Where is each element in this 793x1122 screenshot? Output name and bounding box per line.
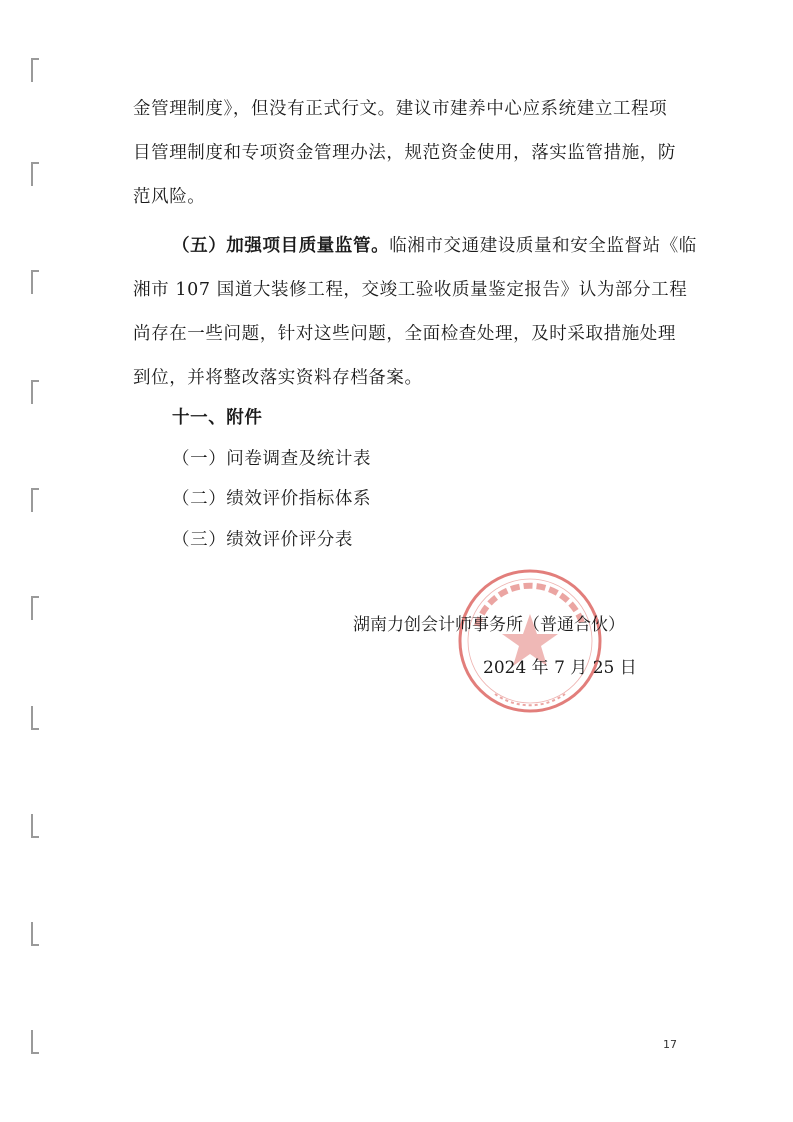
binding-mark [31,270,39,294]
body-text-line: 金管理制度》，但没有正式行文。建议市建养中心应系统建立工程项 [133,99,668,119]
binding-mark [31,58,39,82]
body-text-line [172,233,697,259]
binding-mark [31,596,39,620]
section-heading: 十一、附件 [172,408,263,428]
page-number: 17 [663,1038,677,1051]
binding-mark [31,706,39,730]
body-text-line: 湘市 107 国道大装修工程，交竣工验收质量鉴定报告》认为部分工程 [133,280,688,300]
binding-mark [31,488,39,512]
binding-mark [31,380,39,404]
attachment-item: （二）绩效评价指标体系 [172,489,372,509]
binding-mark [31,162,39,186]
binding-mark [31,1030,39,1054]
binding-mark [31,814,39,838]
firm-name: 湖南力创会计师事务所（普通合伙） [353,615,625,635]
binding-mark [31,922,39,946]
attachment-item: （三）绩效评价评分表 [172,530,353,550]
body-text-line: 目管理制度和专项资金管理办法，规范资金使用，落实监管措施，防 [133,143,676,163]
body-text: 临湘市交通建设质量和安全监督站《临 [389,236,697,256]
body-text-line: 尚存在一些问题，针对这些问题，全面检查处理，及时采取措施处理 [133,324,676,344]
body-text-line: 到位，并将整改落实资料存档备案。 [133,368,423,388]
attachment-item: （一）问卷调查及统计表 [172,449,372,469]
signature-date: 2024 年 7 月 25 日 [483,658,637,678]
official-seal-icon [455,566,605,716]
body-text-line: 范风险。 [133,187,206,207]
paragraph-heading: （五）加强项目质量监管。 [172,236,390,256]
